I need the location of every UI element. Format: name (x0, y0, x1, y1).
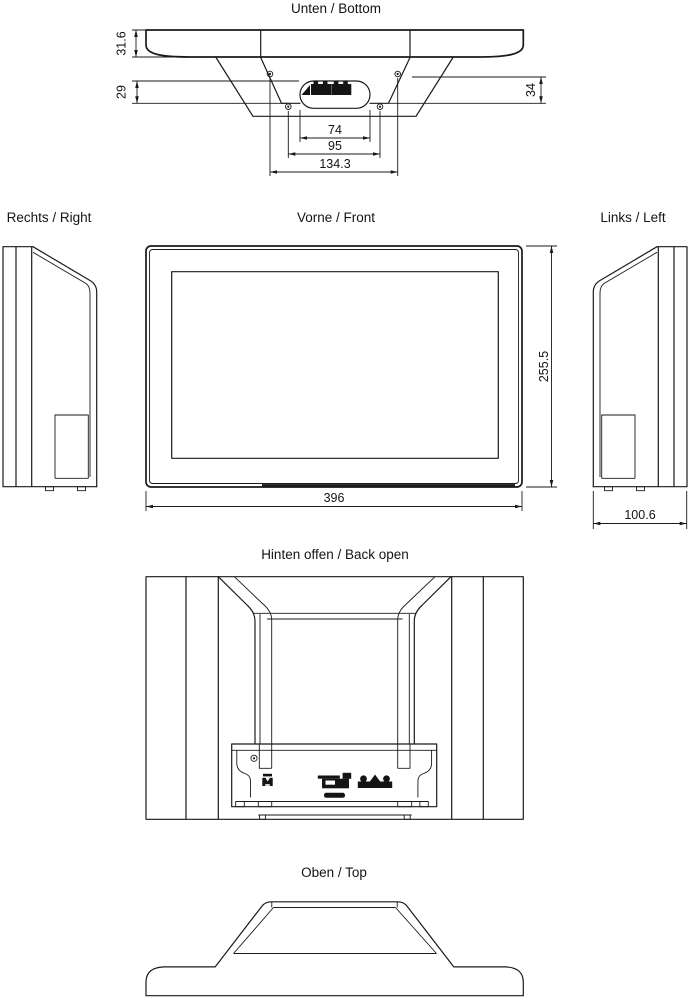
left-back-slope (593, 247, 657, 487)
left-outline (593, 247, 687, 487)
right-back-slope-inner (33, 252, 90, 477)
left-back-slope-inner (600, 252, 657, 477)
back-cavity-chamfer-right (414, 577, 451, 744)
dimension-100-6 (593, 491, 686, 529)
dimension-value: 396 (323, 491, 345, 505)
connector-panel-side-curve (418, 750, 432, 797)
dimension-value: 31.6 (114, 31, 129, 56)
right-foot (46, 487, 54, 491)
dimension-74 (300, 110, 370, 142)
view-top-title: Oben / Top (301, 865, 367, 880)
bottom-hump-edges (261, 30, 410, 57)
back-cavity-top-edges (253, 613, 417, 619)
panel-mount-tab (258, 802, 271, 807)
connector-panel-side-curve (237, 750, 251, 797)
panel-mount-tab (398, 802, 412, 807)
back-rail-caps (259, 744, 410, 768)
view-right-title: Rechts / Right (6, 210, 92, 225)
panel-screw (251, 755, 257, 761)
panel-mount-tab (420, 802, 428, 807)
panel-mount-tab (236, 802, 245, 807)
rj45-jack-icon (331, 81, 351, 95)
view-back-open-title: Hinten offen / Back open (261, 547, 409, 562)
front-screen (172, 272, 499, 459)
dimension-255-5 (526, 246, 557, 487)
screw-hole (377, 104, 383, 110)
dimension-value: 29 (114, 85, 129, 99)
dimension-34 (389, 77, 546, 103)
top-outline (146, 902, 523, 996)
io-connector-icon (318, 773, 351, 798)
screw-hole (286, 104, 292, 110)
back-cavity-chamfer-right-inner (398, 577, 435, 769)
right-back-slope (33, 247, 97, 487)
screw-hole (395, 71, 401, 77)
view-bottom (115, 1, 547, 176)
dimension-value: 255.5 (537, 350, 551, 383)
dimension-value: 95 (328, 139, 342, 153)
dimension-value: 34 (524, 83, 538, 97)
view-front-title: Vorne / Front (296, 210, 376, 225)
view-right (3, 210, 97, 491)
front-bezel-inner-edge (150, 250, 519, 484)
view-back-open (146, 547, 523, 819)
right-outline (3, 247, 97, 487)
dimension-31-6 (115, 30, 217, 57)
bottom-bezel-outline (146, 30, 523, 57)
view-front (146, 210, 557, 511)
rj45-jack-icon (311, 81, 331, 95)
dimension-value: 100.6 (624, 508, 656, 522)
back-foot (404, 815, 410, 819)
dimension-value: 134.3 (319, 157, 351, 171)
back-cavity-chamfer-left-inner (234, 577, 271, 769)
back-cavity-side-edges (260, 614, 409, 744)
dimension-value: 74 (328, 123, 342, 137)
view-left (593, 210, 687, 529)
top-hump-inner-edges (234, 902, 437, 954)
view-bottom-title: Unten / Bottom (290, 1, 382, 16)
power-connector-icon (262, 774, 272, 786)
view-left-title: Links / Left (600, 210, 666, 225)
left-foot (605, 487, 613, 491)
left-foot (637, 487, 645, 491)
dimension-29 (115, 81, 300, 103)
right-connector-recess (55, 415, 88, 478)
terminal-block-icon (358, 775, 392, 789)
right-foot (78, 487, 86, 491)
view-top (146, 865, 523, 996)
left-connector-recess (602, 415, 635, 478)
dimension-396 (146, 491, 522, 511)
back-foot (260, 815, 266, 819)
front-bezel-outline (146, 246, 522, 487)
back-cavity-chamfer-left (218, 577, 255, 744)
